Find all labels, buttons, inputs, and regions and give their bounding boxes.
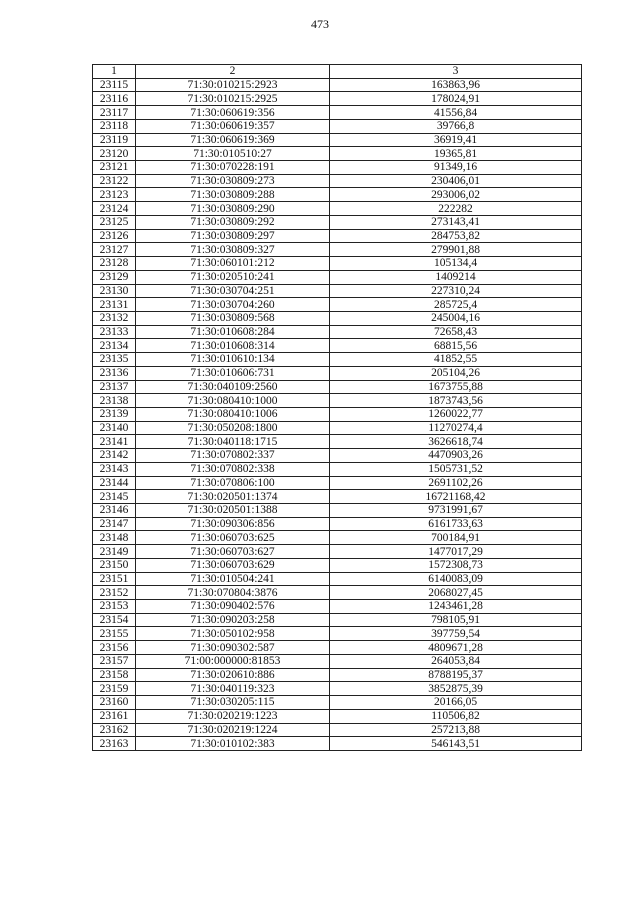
row-number-cell: 23150 [93, 558, 136, 572]
table-row [93, 586, 582, 600]
table-row [93, 119, 582, 133]
table-row [93, 627, 582, 641]
value-cell: 41556,84 [330, 106, 582, 120]
value-cell: 205104,26 [330, 366, 582, 380]
table-row [93, 92, 582, 106]
row-number-cell: 23162 [93, 723, 136, 737]
value-cell: 293006,02 [330, 188, 582, 202]
value-cell: 8788195,37 [330, 668, 582, 682]
cadastral-number-cell: 71:30:010606:731 [136, 366, 330, 380]
table-row [93, 517, 582, 531]
table-row [93, 284, 582, 298]
value-cell: 2068027,45 [330, 586, 582, 600]
cadastral-number-cell: 71:30:090402:576 [136, 600, 330, 614]
table-row [93, 78, 582, 92]
cadastral-number-cell: 71:30:080410:1000 [136, 394, 330, 408]
row-number-cell: 23117 [93, 106, 136, 120]
row-number-cell: 23139 [93, 407, 136, 421]
table-row [93, 476, 582, 490]
row-number-cell: 23156 [93, 641, 136, 655]
table-row [93, 572, 582, 586]
row-number-cell: 23125 [93, 215, 136, 229]
row-number-cell: 23144 [93, 476, 136, 490]
row-number-cell: 23136 [93, 366, 136, 380]
cadastral-number-cell: 71:30:030809:292 [136, 215, 330, 229]
value-cell: 41852,55 [330, 353, 582, 367]
row-number-cell: 23132 [93, 311, 136, 325]
table-row [93, 504, 582, 518]
row-number-cell: 23146 [93, 504, 136, 518]
value-cell: 264053,84 [330, 654, 582, 668]
cadastral-number-cell: 71:30:070228:191 [136, 161, 330, 175]
cadastral-number-cell: 71:30:080410:1006 [136, 407, 330, 421]
row-number-cell: 23123 [93, 188, 136, 202]
table-row [93, 407, 582, 421]
value-cell: 19365,81 [330, 147, 582, 161]
value-cell: 3626618,74 [330, 435, 582, 449]
value-cell: 4470903,26 [330, 449, 582, 463]
row-number-cell: 23151 [93, 572, 136, 586]
cadastral-number-cell: 71:30:090203:258 [136, 613, 330, 627]
value-cell: 16721168,42 [330, 490, 582, 504]
cadastral-number-cell: 71:30:050102:958 [136, 627, 330, 641]
value-cell: 110506,82 [330, 709, 582, 723]
row-number-cell: 23157 [93, 654, 136, 668]
cadastral-number-cell: 71:30:010608:314 [136, 339, 330, 353]
table-row [93, 654, 582, 668]
value-cell: 1409214 [330, 270, 582, 284]
cadastral-number-cell: 71:30:030809:327 [136, 243, 330, 257]
value-cell: 1673755,88 [330, 380, 582, 394]
value-cell: 68815,56 [330, 339, 582, 353]
cadastral-number-cell: 71:30:020501:1388 [136, 504, 330, 518]
value-cell: 273143,41 [330, 215, 582, 229]
cadastral-number-cell: 71:30:010610:134 [136, 353, 330, 367]
value-cell: 39766,8 [330, 119, 582, 133]
row-number-cell: 23128 [93, 257, 136, 271]
data-table [92, 64, 582, 751]
cadastral-number-cell: 71:30:070802:338 [136, 462, 330, 476]
table-row [93, 366, 582, 380]
cadastral-number-cell: 71:30:030205:115 [136, 696, 330, 710]
row-number-cell: 23160 [93, 696, 136, 710]
row-number-cell: 23124 [93, 202, 136, 216]
table-row [93, 133, 582, 147]
table-body [93, 78, 582, 750]
page-number: 473 [311, 17, 329, 31]
table-header-row [93, 65, 582, 79]
value-cell: 11270274,4 [330, 421, 582, 435]
table-row [93, 257, 582, 271]
table-row [93, 339, 582, 353]
value-cell: 91349,16 [330, 161, 582, 175]
value-cell: 6140083,09 [330, 572, 582, 586]
row-number-cell: 23163 [93, 737, 136, 751]
table-row [93, 353, 582, 367]
table-row [93, 462, 582, 476]
row-number-cell: 23155 [93, 627, 136, 641]
value-cell: 279901,88 [330, 243, 582, 257]
cadastral-number-cell: 71:30:030809:273 [136, 174, 330, 188]
value-cell: 245004,16 [330, 311, 582, 325]
cadastral-number-cell: 71:30:030704:251 [136, 284, 330, 298]
cadastral-number-cell: 71:30:060101:212 [136, 257, 330, 271]
row-number-cell: 23133 [93, 325, 136, 339]
table-row [93, 490, 582, 504]
value-cell: 1260022,77 [330, 407, 582, 421]
cadastral-number-cell: 71:30:030809:297 [136, 229, 330, 243]
cadastral-number-cell: 71:30:060619:369 [136, 133, 330, 147]
cadastral-number-cell: 71:30:040109:2560 [136, 380, 330, 394]
table-row [93, 147, 582, 161]
value-cell: 798105,91 [330, 613, 582, 627]
table-row [93, 188, 582, 202]
value-cell: 163863,96 [330, 78, 582, 92]
value-cell: 105134,4 [330, 257, 582, 271]
cadastral-number-cell: 71:30:030809:568 [136, 311, 330, 325]
value-cell: 285725,4 [330, 298, 582, 312]
value-cell: 178024,91 [330, 92, 582, 106]
table-row [93, 421, 582, 435]
value-cell: 1572308,73 [330, 558, 582, 572]
table-row [93, 229, 582, 243]
table-row [93, 641, 582, 655]
value-cell: 700184,91 [330, 531, 582, 545]
row-number-cell: 23126 [93, 229, 136, 243]
cadastral-number-cell: 71:30:020219:1224 [136, 723, 330, 737]
row-number-cell: 23152 [93, 586, 136, 600]
row-number-cell: 23143 [93, 462, 136, 476]
value-cell: 397759,54 [330, 627, 582, 641]
row-number-cell: 23147 [93, 517, 136, 531]
value-cell: 4809671,28 [330, 641, 582, 655]
table-row [93, 161, 582, 175]
row-number-cell: 23137 [93, 380, 136, 394]
cadastral-number-cell: 71:30:060619:356 [136, 106, 330, 120]
table-row [93, 449, 582, 463]
cadastral-number-cell: 71:30:010510:27 [136, 147, 330, 161]
value-cell: 284753,82 [330, 229, 582, 243]
column-header-1: 1 [93, 65, 136, 79]
cadastral-number-cell: 71:30:010608:284 [136, 325, 330, 339]
row-number-cell: 23148 [93, 531, 136, 545]
value-cell: 1505731,52 [330, 462, 582, 476]
cadastral-number-cell: 71:30:050208:1800 [136, 421, 330, 435]
row-number-cell: 23161 [93, 709, 136, 723]
row-number-cell: 23145 [93, 490, 136, 504]
row-number-cell: 23153 [93, 600, 136, 614]
row-number-cell: 23142 [93, 449, 136, 463]
table-row [93, 325, 582, 339]
table-row [93, 215, 582, 229]
table-row [93, 709, 582, 723]
value-cell: 9731991,67 [330, 504, 582, 518]
cadastral-number-cell: 71:30:040118:1715 [136, 435, 330, 449]
table-row [93, 600, 582, 614]
table-row [93, 394, 582, 408]
table-row [93, 174, 582, 188]
row-number-cell: 23120 [93, 147, 136, 161]
cadastral-number-cell: 71:30:020610:886 [136, 668, 330, 682]
cadastral-number-cell: 71:30:010215:2925 [136, 92, 330, 106]
row-number-cell: 23154 [93, 613, 136, 627]
cadastral-number-cell: 71:30:060703:629 [136, 558, 330, 572]
table-row [93, 545, 582, 559]
cadastral-number-cell: 71:30:070802:337 [136, 449, 330, 463]
row-number-cell: 23129 [93, 270, 136, 284]
value-cell: 2691102,26 [330, 476, 582, 490]
row-number-cell: 23121 [93, 161, 136, 175]
cadastral-number-cell: 71:30:030809:290 [136, 202, 330, 216]
row-number-cell: 23138 [93, 394, 136, 408]
cadastral-number-cell: 71:30:010102:383 [136, 737, 330, 751]
row-number-cell: 23159 [93, 682, 136, 696]
column-header-3: 3 [330, 65, 582, 79]
table-row [93, 106, 582, 120]
cadastral-number-cell: 71:30:060703:625 [136, 531, 330, 545]
row-number-cell: 23158 [93, 668, 136, 682]
table-row [93, 202, 582, 216]
row-number-cell: 23140 [93, 421, 136, 435]
table-row [93, 298, 582, 312]
row-number-cell: 23141 [93, 435, 136, 449]
table-row [93, 531, 582, 545]
cadastral-number-cell: 71:30:060619:357 [136, 119, 330, 133]
cadastral-number-cell: 71:30:030809:288 [136, 188, 330, 202]
cadastral-number-cell: 71:30:020219:1223 [136, 709, 330, 723]
cadastral-number-cell: 71:00:000000:81853 [136, 654, 330, 668]
row-number-cell: 23127 [93, 243, 136, 257]
value-cell: 257213,88 [330, 723, 582, 737]
row-number-cell: 23149 [93, 545, 136, 559]
value-cell: 20166,05 [330, 696, 582, 710]
cadastral-number-cell: 71:30:020501:1374 [136, 490, 330, 504]
row-number-cell: 23130 [93, 284, 136, 298]
value-cell: 1477017,29 [330, 545, 582, 559]
row-number-cell: 23115 [93, 78, 136, 92]
value-cell: 222282 [330, 202, 582, 216]
cadastral-number-cell: 71:30:030704:260 [136, 298, 330, 312]
value-cell: 36919,41 [330, 133, 582, 147]
table-row [93, 613, 582, 627]
value-cell: 3852875,39 [330, 682, 582, 696]
table-row [93, 668, 582, 682]
cadastral-number-cell: 71:30:070804:3876 [136, 586, 330, 600]
cadastral-number-cell: 71:30:020510:241 [136, 270, 330, 284]
value-cell: 546143,51 [330, 737, 582, 751]
row-number-cell: 23116 [93, 92, 136, 106]
cadastral-number-cell: 71:30:090302:587 [136, 641, 330, 655]
column-header-2: 2 [136, 65, 330, 79]
row-number-cell: 23135 [93, 353, 136, 367]
table-row [93, 435, 582, 449]
cadastral-number-cell: 71:30:070806:100 [136, 476, 330, 490]
value-cell: 72658,43 [330, 325, 582, 339]
table-row [93, 723, 582, 737]
row-number-cell: 23119 [93, 133, 136, 147]
table-row [93, 737, 582, 751]
cadastral-number-cell: 71:30:010504:241 [136, 572, 330, 586]
table-row [93, 682, 582, 696]
value-cell: 230406,01 [330, 174, 582, 188]
table-row [93, 243, 582, 257]
table-row [93, 270, 582, 284]
cadastral-number-cell: 71:30:010215:2923 [136, 78, 330, 92]
value-cell: 1243461,28 [330, 600, 582, 614]
cadastral-number-cell: 71:30:060703:627 [136, 545, 330, 559]
row-number-cell: 23118 [93, 119, 136, 133]
table-row [93, 311, 582, 325]
row-number-cell: 23131 [93, 298, 136, 312]
table-row [93, 380, 582, 394]
row-number-cell: 23122 [93, 174, 136, 188]
cadastral-number-cell: 71:30:090306:856 [136, 517, 330, 531]
value-cell: 1873743,56 [330, 394, 582, 408]
value-cell: 6161733,63 [330, 517, 582, 531]
table-row [93, 558, 582, 572]
table-row [93, 696, 582, 710]
row-number-cell: 23134 [93, 339, 136, 353]
table-header [93, 65, 582, 79]
cadastral-number-cell: 71:30:040119:323 [136, 682, 330, 696]
value-cell: 227310,24 [330, 284, 582, 298]
